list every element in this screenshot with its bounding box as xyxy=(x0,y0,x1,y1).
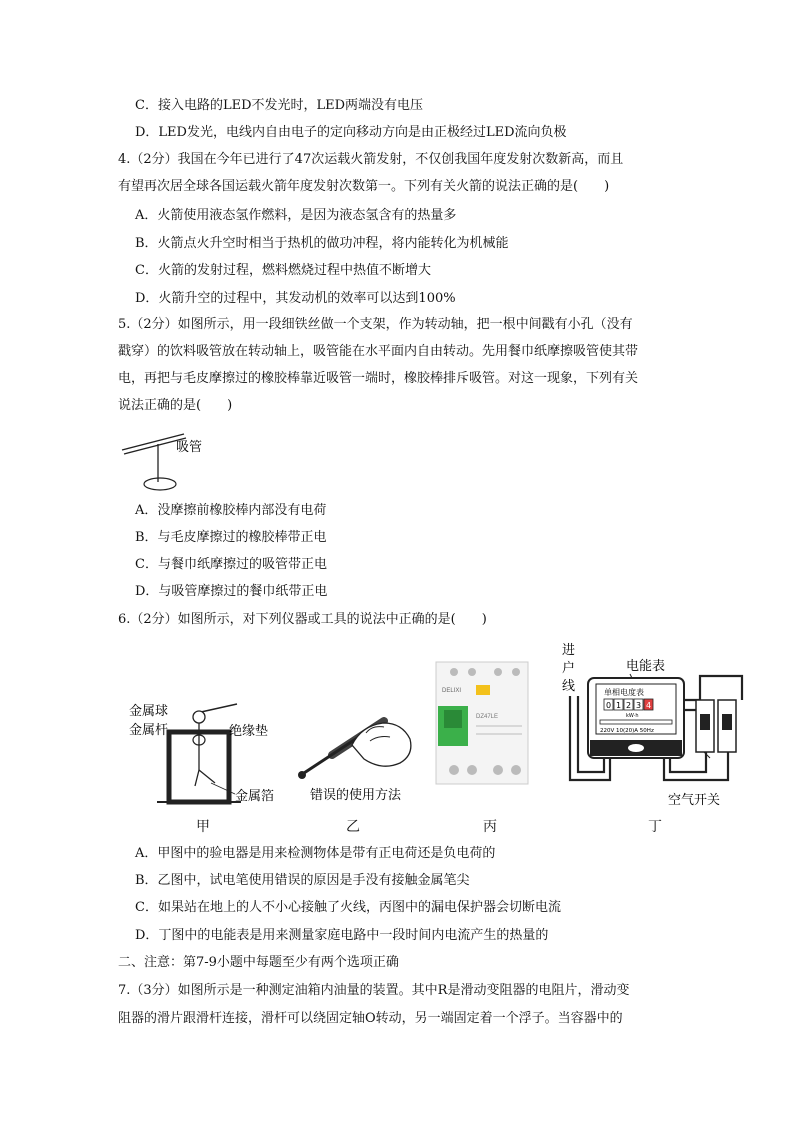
option-6c: C．如果站在地上的人不小心接触了火线，丙图中的漏电保护器会切断电流 xyxy=(135,900,561,915)
meter-digit-2: 2 xyxy=(626,701,632,710)
label-metal-ball: 金属球 xyxy=(129,704,169,719)
meter-title: 单相电度表 xyxy=(604,688,644,697)
label-insulating-pad: 绝缘垫 xyxy=(229,724,269,739)
option-6b: B．乙图中，试电笔使用错误的原因是手没有接触金属笔尖 xyxy=(135,873,470,888)
caption-ding: 丁 xyxy=(648,819,662,835)
test-pen-figure xyxy=(292,705,422,805)
pivot-base xyxy=(144,478,176,490)
label-metal-rod: 金属杆 xyxy=(129,723,169,738)
question-7-line-1: 7.（3分）如图所示是一种测定油箱内油量的装置。其中R是滑动变阻器的电阻片，滑动变 xyxy=(118,983,630,998)
meter-digit-4: 4 xyxy=(646,701,652,710)
straw xyxy=(122,434,184,450)
question-4-line-1: 4.（2分）我国在今年已进行了47次运载火箭发射，不仅创我国年度发射次数新高，而且 xyxy=(118,152,624,167)
section-2-heading: 二、注意：第7-9小题中每题至少有两个选项正确 xyxy=(118,955,399,970)
label-metal-foil: 金属箔 xyxy=(235,789,275,804)
electroscope-figure xyxy=(125,690,295,810)
straw-pivot-figure xyxy=(118,430,228,496)
caption-yi: 乙 xyxy=(346,819,360,835)
test-button xyxy=(476,685,490,695)
question-5-line-2: 戳穿）的饮料吸管放在转动轴上，吸管能在水平面内自由转动。先用餐巾纸摩擦吸管使其带 xyxy=(118,344,639,359)
leakage-protector-figure xyxy=(432,658,532,788)
option-5c: C．与餐巾纸摩擦过的吸管带正电 xyxy=(135,557,327,572)
straw-label: 吸管 xyxy=(176,440,203,455)
label-air-switch: 空气开关 xyxy=(668,793,721,808)
label-energy-meter: 电能表 xyxy=(626,659,666,674)
option-4c: C．火箭的发射过程，燃料燃烧过程中热值不断增大 xyxy=(135,263,431,278)
label-incoming-1: 进 xyxy=(562,643,576,658)
option-5a: A．没摩擦前橡胶棒内部没有电荷 xyxy=(135,503,327,518)
meter-digit-0: 0 xyxy=(606,701,612,710)
metal-ball xyxy=(193,711,205,723)
label-incoming-3: 线 xyxy=(562,679,576,694)
question-6: 6.（2分）如图所示，对下列仪器或工具的说法中正确的是( ) xyxy=(118,612,487,627)
meter-unit: kW·h xyxy=(626,713,639,719)
question-5-line-3: 电，再把与毛皮摩擦过的橡胶棒靠近吸管一端时，橡胶棒排斥吸管。对这一现象，下列有关 xyxy=(118,371,639,386)
option-5b: B．与毛皮摩擦过的橡胶棒带正电 xyxy=(135,530,327,545)
option-5d: D．与吸管摩擦过的餐巾纸带正电 xyxy=(135,584,328,599)
hand xyxy=(352,723,411,766)
question-7-line-2: 阻器的滑片跟滑杆连接，滑杆可以绕固定轴O转动，另一端固定着一个浮子。当容器中的 xyxy=(118,1011,623,1026)
option-4a: A．火箭使用液态氢作燃料，是因为液态氢含有的热量多 xyxy=(135,208,457,223)
meter-digit-1: 1 xyxy=(616,701,622,710)
option-3d: D．LED发光，电线内自由电子的定向移动方向是由正极经过LED流向负极 xyxy=(135,125,567,140)
option-4d: D．火箭升空的过程中，其发动机的效率可以达到100% xyxy=(135,291,456,306)
caption-bing: 丙 xyxy=(483,819,497,835)
energy-meter-figure xyxy=(560,640,760,812)
label-incoming-2: 户 xyxy=(562,661,576,676)
metal-rod-top xyxy=(201,704,237,712)
brand-text: DELIXI xyxy=(442,688,462,694)
question-5-line-4: 说法正确的是( ) xyxy=(118,398,233,413)
caption-jia: 甲 xyxy=(196,819,210,835)
meter-rating: 220V 10(20)A 50Hz xyxy=(600,728,654,734)
option-4b: B．火箭点火升空时相当于热机的做功冲程，将内能转化为机械能 xyxy=(135,236,509,251)
question-4-line-2: 有望再次居全球各国运载火箭年度发射次数第一。下列有关火箭的说法正确的是( ) xyxy=(118,179,610,194)
option-3c: C．接入电路的LED不发光时，LED两端没有电压 xyxy=(135,98,424,113)
label-wrong-usage: 错误的使用方法 xyxy=(310,788,402,803)
option-6d: D．丁图中的电能表是用来测量家庭电路中一段时间内电流产生的热量的 xyxy=(135,928,549,943)
meter-digit-3: 3 xyxy=(636,701,642,710)
question-5-line-1: 5.（2分）如图所示，用一段细铁丝做一个支架，作为转动轴，把一根中间戳有小孔（没有 xyxy=(118,317,633,332)
model-text: DZ47LE xyxy=(476,714,499,720)
option-6a: A．甲图中的验电器是用来检测物体是带有正电荷还是负电荷的 xyxy=(135,846,496,861)
